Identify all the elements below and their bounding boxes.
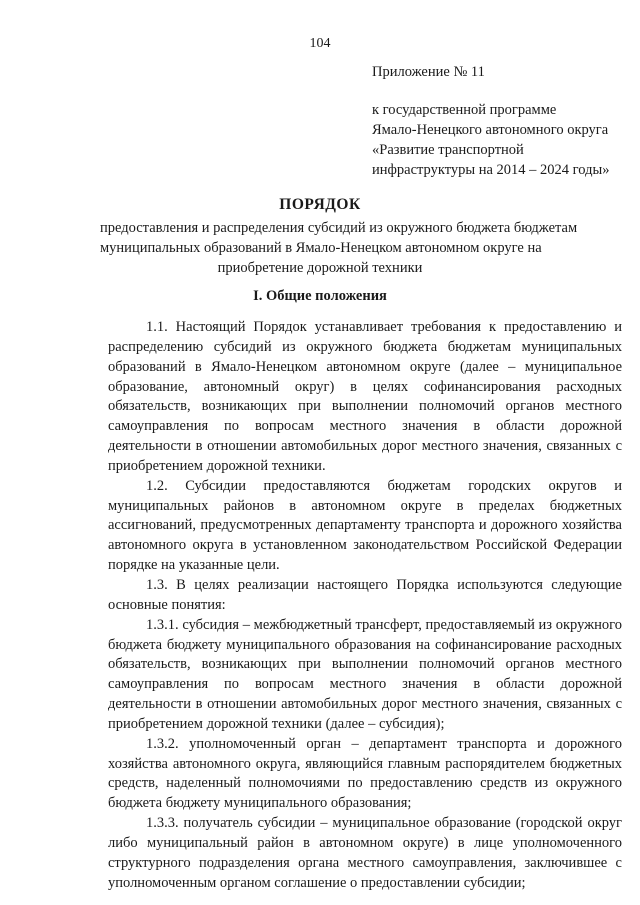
subtitle-line: приобретение дорожной техники (217, 260, 423, 276)
appendix-line: «Развитие транспортной (372, 142, 524, 158)
appendix-number: Приложение № 11 (372, 64, 485, 80)
page-number: 104 (309, 36, 331, 51)
appendix-block (372, 62, 634, 180)
paragraph-1-3-3: 1.3.3. получатель субсидии – муниципальное образование (городской округ либо муниципальный район в автономном округе) в лице уполномоченного структурного подразделения органа местного самоуправления, заключившее с уполномоченным органом соглашение о предоставлении субсидии; (108, 815, 622, 891)
document-subtitle (100, 218, 578, 278)
paragraph-1-2: 1.2. Субсидии предоставляются бюджетам городских округов и муниципальных районов в автономном округе в пределах бюджетных ассигнований, предусмотренных департаменту транспорта и дорожного хозяйства автономного округа в установленном законодательством Российской Федерации порядке на указанные цели. (108, 477, 622, 574)
appendix-line: к государственной программе (372, 102, 557, 118)
paragraph-1-1: 1.1. Настоящий Порядок устанавливает требования к предоставлению и распределению субсидий из окружного бюджета бюджетам муниципальных образований в Ямало-Ненецком автономном округе (далее – муниципальное образование, автономный округ) в целях софинансирования расходных обязательств, возникающих при выполнении полномочий органов местного самоуправления по вопросам местного значения в области дорожной деятельности в отношении автомобильных дорог местного значения, связанных с приобретением дорожной техники. (108, 319, 622, 474)
paragraph-1-3-1: 1.3.1. субсидия – межбюджетный трансферт, предоставляемый из окружного бюджета бюджету муниципального образования на софинансирование расходных обязательств, возникающих при выполнении полномочий органов местного самоуправления по вопросам местного значения в области дорожной деятельности в отношении автомобильных дорог местного значения, связанных с приобретением дорожной техники (далее – субсидия); (108, 616, 622, 732)
section-heading: I. Общие положения (253, 288, 387, 304)
subtitle-line: муниципальных образований в Ямало-Ненецком автономном округе на (100, 240, 542, 256)
body-text (108, 318, 622, 893)
document-title: ПОРЯДОК (279, 196, 361, 213)
paragraph-1-3-2: 1.3.2. уполномоченный орган – департамент транспорта и дорожного хозяйства автономного округа, являющийся главным распорядителем бюджетных средств, наделенный полномочиями по предоставлению средств из окружного бюджета бюджету муниципального образования; (108, 735, 622, 812)
paragraph-1-3: 1.3. В целях реализации настоящего Порядка используются следующие основные понятия: (108, 576, 622, 613)
appendix-line: Ямало-Ненецкого автономного округа (372, 122, 609, 138)
appendix-line: инфраструктуры на 2014 – 2024 годы» (372, 162, 610, 178)
subtitle-line: предоставления и распределения субсидий из окружного бюджета бюджетам (100, 220, 578, 236)
